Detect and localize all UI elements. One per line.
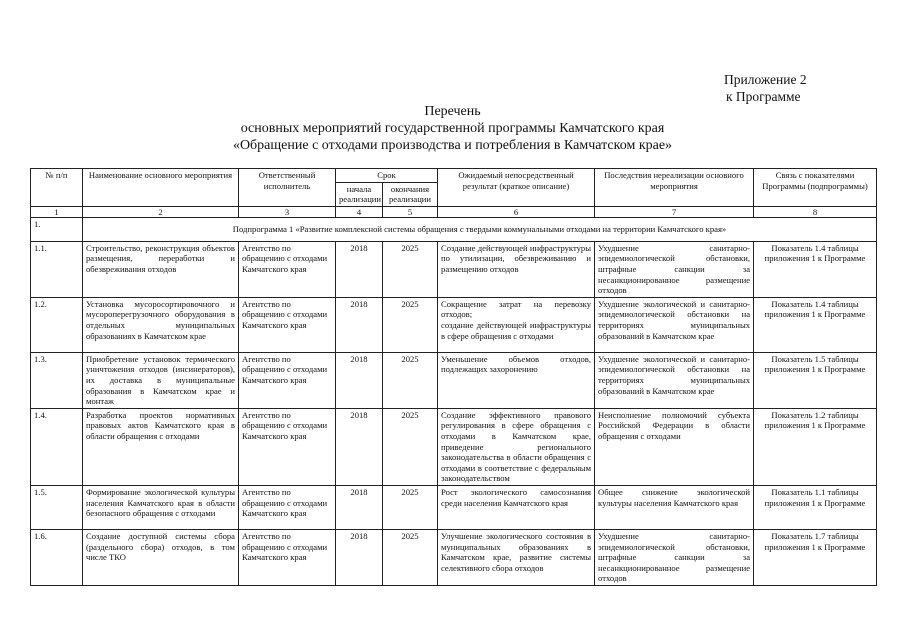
col-number: 4 bbox=[336, 206, 383, 217]
header-num: № п/п bbox=[31, 169, 83, 207]
row-result: Уменьшение объемов отходов, подлежащих захоронению bbox=[438, 352, 595, 408]
row-num: 1.2. bbox=[31, 297, 83, 352]
row-end: 2025 bbox=[383, 241, 438, 297]
col-number: 8 bbox=[754, 206, 877, 217]
col-number: 7 bbox=[595, 206, 754, 217]
row-link: Показатель 1.7 таблицы приложения 1 к Программе bbox=[754, 529, 877, 585]
row-num: 1.3. bbox=[31, 352, 83, 408]
table-body bbox=[31, 217, 877, 585]
row-result: Создание действующей инфраструктуры по утилизации, обезвреживанию и размещению отходов bbox=[438, 241, 595, 297]
table-header bbox=[31, 169, 877, 218]
row-start: 2018 bbox=[336, 297, 383, 352]
header-consequences: Последствия нереализации основного мероприятия bbox=[595, 169, 754, 207]
row-consequences: Общее снижение экологической культуры населения Камчатского края bbox=[595, 485, 754, 529]
row-link: Показатель 1.5 таблицы приложения 1 к Программе bbox=[754, 352, 877, 408]
row-num: 1.5. bbox=[31, 485, 83, 529]
row-link: Показатель 1.4 таблицы приложения 1 к Программе bbox=[754, 297, 877, 352]
row-name: Формирование экологической культуры населения Камчатского края в области безопасного обращения с отходами bbox=[83, 485, 239, 529]
header-name: Наименование основного мероприятия bbox=[83, 169, 239, 207]
row-consequences: Ухудшение санитарно-эпидемиологической обстановки, штрафные санкции за несанкционированное размещение отходов bbox=[595, 241, 754, 297]
section-num: 1. bbox=[31, 217, 83, 241]
col-number: 6 bbox=[438, 206, 595, 217]
row-start: 2018 bbox=[336, 241, 383, 297]
row-result: Рост экологического самосознания среди населения Камчатского края bbox=[438, 485, 595, 529]
col-number: 5 bbox=[383, 206, 438, 217]
table-row bbox=[31, 297, 877, 352]
col-number: 3 bbox=[239, 206, 336, 217]
row-num: 1.4. bbox=[31, 408, 83, 485]
row-end: 2025 bbox=[383, 485, 438, 529]
header-term: Срок bbox=[336, 169, 438, 183]
row-start: 2018 bbox=[336, 529, 383, 585]
table-row bbox=[31, 241, 877, 297]
row-executor: Агентство по обращению с отходами Камчатского края bbox=[239, 408, 336, 485]
row-result: Создание эффективного правового регулирования в сфере обращения с отходами в Камчатском крае, приведение регионального законодательства в области обращения с отходами в соответствие с федеральным законодательством bbox=[438, 408, 595, 485]
appendix-line-1: Приложение 2 bbox=[724, 72, 807, 87]
row-start: 2018 bbox=[336, 408, 383, 485]
row-link: Показатель 1.4 таблицы приложения 1 к Программе bbox=[754, 241, 877, 297]
table-row bbox=[31, 352, 877, 408]
row-name: Разработка проектов нормативных правовых актов Камчатского края в области обращения с отходами bbox=[83, 408, 239, 485]
row-end: 2025 bbox=[383, 529, 438, 585]
row-link: Показатель 1.2 таблицы приложения 1 к Программе bbox=[754, 408, 877, 485]
appendix-label bbox=[724, 71, 807, 105]
row-end: 2025 bbox=[383, 297, 438, 352]
row-consequences: Неисполнение полномочий субъекта Российской Федерации в области обращения с отходами bbox=[595, 408, 754, 485]
title-line-3: «Обращение с отходами производства и потребления в Камчатском крае» bbox=[232, 138, 673, 153]
row-executor: Агентство по обращению с отходами Камчатского края bbox=[239, 485, 336, 529]
document-title bbox=[0, 103, 905, 154]
header-start: начала реализации bbox=[336, 182, 383, 206]
row-name: Строительство, реконструкция объектов размещения, переработки и обезвреживания отходов bbox=[83, 241, 239, 297]
row-num: 1.6. bbox=[31, 529, 83, 585]
row-end: 2025 bbox=[383, 408, 438, 485]
row-result: Улучшение экологического состояния в муниципальных образованиях в Камчатском крае, развитие системы селективного сбора отходов bbox=[438, 529, 595, 585]
row-name: Установка мусоросортировочного и мусороперегрузочного оборудования в отдельных муниципальных образованиях в Камчатском крае bbox=[83, 297, 239, 352]
row-start: 2018 bbox=[336, 485, 383, 529]
row-end: 2025 bbox=[383, 352, 438, 408]
row-executor: Агентство по обращению с отходами Камчатского края bbox=[239, 529, 336, 585]
row-link: Показатель 1.1 таблицы приложения 1 к Программе bbox=[754, 485, 877, 529]
row-start: 2018 bbox=[336, 352, 383, 408]
header-link: Связь с показателями Программы (подпрограммы) bbox=[754, 169, 877, 207]
row-executor: Агентство по обращению с отходами Камчатского края bbox=[239, 241, 336, 297]
row-consequences: Ухудшение экологической и санитарно-эпидемиологической обстановки на территориях муниципальных образований в Камчатском крае bbox=[595, 352, 754, 408]
table-row bbox=[31, 408, 877, 485]
row-consequences: Ухудшение экологической и санитарно-эпидемиологической обстановки на территориях муниципальных образований в Камчатском крае bbox=[595, 297, 754, 352]
row-executor: Агентство по обращению с отходами Камчатского края bbox=[239, 352, 336, 408]
appendix-line-2: к Программе bbox=[726, 89, 801, 104]
row-consequences: Ухудшение санитарно-эпидемиологической обстановки, штрафные санкции за несанкционированное размещение отходов bbox=[595, 529, 754, 585]
row-name: Приобретение установок термического уничтожения отходов (инсинераторов), их доставка в муниципальные образования в Камчатском крае и монтаж bbox=[83, 352, 239, 408]
row-name: Создание доступной системы сбора (раздельного сбора) отходов, в том числе ТКО bbox=[83, 529, 239, 585]
section-row bbox=[31, 217, 877, 241]
row-result: Сокращение затрат на перевозку отходов; создание действующей инфраструктуры в сфере обращения с отходами bbox=[438, 297, 595, 352]
title-line-2: основных мероприятий государственной программы Камчатского края bbox=[240, 121, 665, 136]
table-row bbox=[31, 485, 877, 529]
header-executor: Ответственный исполнитель bbox=[239, 169, 336, 207]
measures-table bbox=[30, 168, 877, 586]
col-number: 2 bbox=[83, 206, 239, 217]
row-executor: Агентство по обращению с отходами Камчатского края bbox=[239, 297, 336, 352]
header-result: Ожидаемый непосредственный результат (краткое описание) bbox=[438, 169, 595, 207]
table-row bbox=[31, 529, 877, 585]
col-number: 1 bbox=[31, 206, 83, 217]
title-line-1: Перечень bbox=[424, 104, 481, 119]
section-title: Подпрограмма 1 «Развитие комплексной системы обращения с твердыми коммунальными отходами на территории Камчатского края» bbox=[83, 217, 877, 241]
header-end: окончания реализации bbox=[383, 182, 438, 206]
row-num: 1.1. bbox=[31, 241, 83, 297]
